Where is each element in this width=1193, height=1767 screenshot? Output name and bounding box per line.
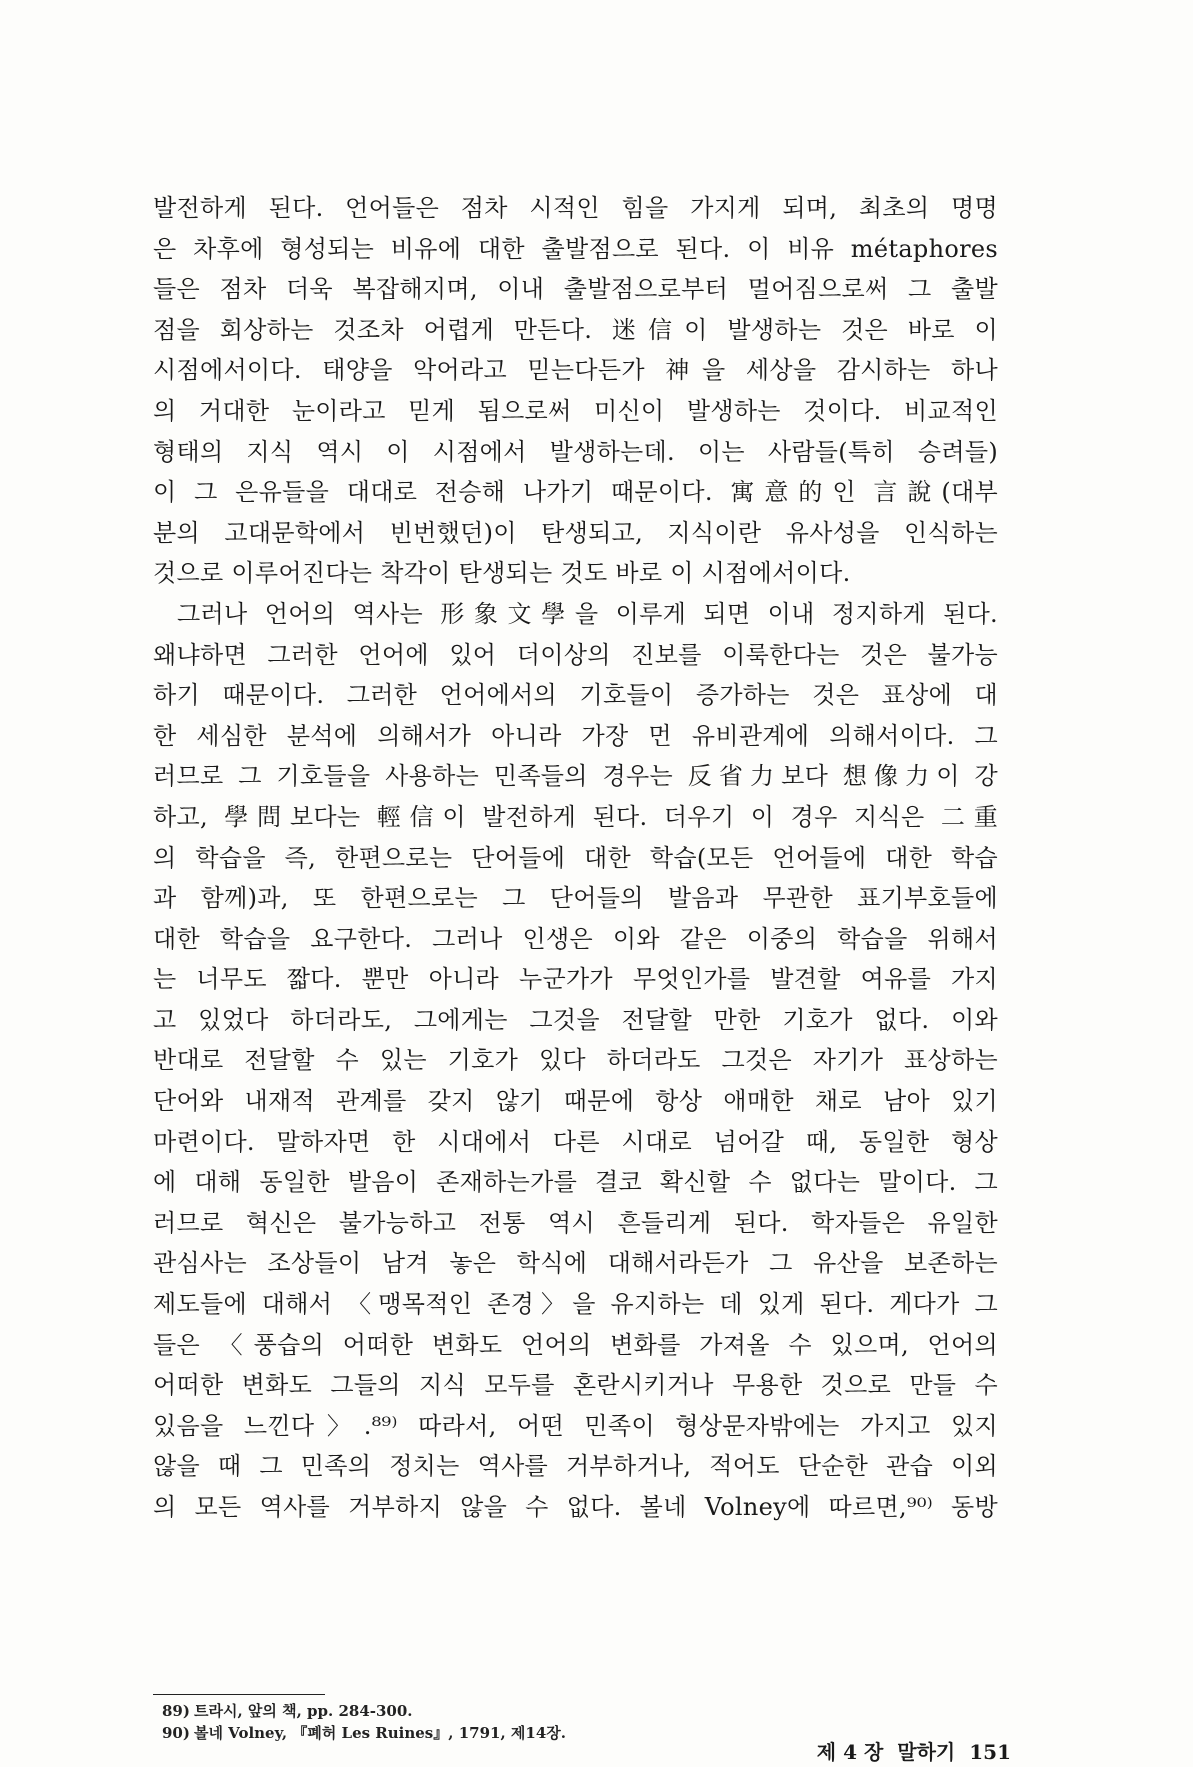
text-line: 러므로 혁신은 불가능하고 전통 역시 흔들리게 된다. 학자들은 유일한 xyxy=(153,1208,998,1237)
text-line: 고 있었다 하더라도, 그에게는 그것을 전달할 만한 기호가 없다. 이와 xyxy=(153,1005,998,1034)
text-line: 않을 때 그 민족의 정치는 역사를 거부하거나, 적어도 단순한 관습 이외 xyxy=(153,1452,998,1481)
text-line: 에 대해 동일한 발음이 존재하는가를 결코 확신할 수 없다는 말이다. 그 xyxy=(153,1168,998,1197)
text-line: 어떠한 변화도 그들의 지식 모두를 혼란시키거나 무용한 것으로 만들 수 xyxy=(153,1371,998,1400)
text-line: 마련이다. 말하자면 한 시대에서 다른 시대로 넘어갈 때, 동일한 형상 xyxy=(153,1127,998,1156)
footnotes xyxy=(162,1700,862,1744)
text-line: 은 차후에 형성되는 비유에 대한 출발점으로 된다. 이 비유 métaphores xyxy=(153,234,998,263)
text-line: 관심사는 조상들이 남겨 놓은 학식에 대해서라든가 그 유산을 보존하는 xyxy=(153,1249,998,1278)
text-line: 러므로 그 기호들을 사용하는 민족들의 경우는 反省力보다 想像力이 강 xyxy=(153,762,998,791)
text-line: 발전하게 된다. 언어들은 점차 시적인 힘을 가지게 되며, 최초의 명명 xyxy=(153,194,998,222)
running-footer xyxy=(817,1740,1011,1764)
text-line: 들은 점차 더욱 복잡해지며, 이내 출발점으로부터 멀어짐으로써 그 출발 xyxy=(153,275,998,304)
text-line: 한 세심한 분석에 의해서가 아니라 가장 먼 유비관계에 의해서이다. 그 xyxy=(153,721,998,750)
text-line: 과 함께)과, 또 한편으로는 그 단어들의 발음과 무관한 표기부호들에 xyxy=(153,884,998,913)
text-line: 분의 고대문학에서 빈번했던)이 탄생되고, 지식이란 유사성을 인식하는 xyxy=(153,518,998,547)
text-line: 제도들에 대해서 〈맹목적인 존경〉을 유지하는 데 있게 된다. 게다가 그 xyxy=(153,1290,998,1319)
footnote-divider xyxy=(153,1694,325,1695)
text-line: 단어와 내재적 관계를 갖지 않기 때문에 항상 애매한 채로 남아 있기 xyxy=(153,1087,998,1116)
page-number: 151 xyxy=(969,1740,1011,1764)
chapter-title: 말하기 xyxy=(897,1740,956,1764)
text-line: 하기 때문이다. 그러한 언어에서의 기호들이 증가하는 것은 표상에 대 xyxy=(153,681,998,710)
text-line: 하고, 學問보다는 輕信이 발전하게 된다. 더우기 이 경우 지식은 二重 xyxy=(153,802,998,831)
text-line: 그러나 언어의 역사는 形象文學을 이루게 되면 이내 정지하게 된다. xyxy=(177,599,998,628)
text-line: 반대로 전달할 수 있는 기호가 있다 하더라도 그것은 자기가 표상하는 xyxy=(153,1046,998,1075)
text-line: 왜냐하면 그러한 언어에 있어 더이상의 진보를 이룩한다는 것은 불가능 xyxy=(153,640,998,669)
text-line: 있음을 느낀다〉.⁸⁹⁾ 따라서, 어떤 민족이 형상문자밖에는 가지고 있지 xyxy=(153,1411,998,1440)
text-line: 점을 회상하는 것조차 어렵게 만든다. 迷信이 발생하는 것은 바로 이 xyxy=(153,315,998,344)
text-line: 시점에서이다. 태양을 악어라고 믿는다든가 神을 세상을 감시하는 하나 xyxy=(153,356,998,385)
text-line: 대한 학습을 요구한다. 그러나 인생은 이와 같은 이중의 학습을 위해서 xyxy=(153,924,998,953)
footnote-number: 90) xyxy=(162,1724,190,1742)
footnote-text: 볼네 Volney, 『폐허 Les Ruines』, 1791, 제14장. xyxy=(193,1724,566,1742)
footnote-90 xyxy=(162,1722,862,1744)
footnote-number: 89) xyxy=(162,1702,190,1720)
text-line: 는 너무도 짧다. 뿐만 아니라 누군가가 무엇인가를 발견할 여유를 가지 xyxy=(153,965,998,994)
text-line: 것으로 이루어진다는 착각이 탄생되는 것도 바로 이 시점에서이다. xyxy=(153,559,851,588)
chapter-label: 제 4 장 xyxy=(816,1740,884,1764)
text-line: 이 그 은유들을 대대로 전승해 나가기 때문이다. 寓意的인 言說(대부 xyxy=(153,478,998,507)
text-line: 형태의 지식 역시 이 시점에서 발생하는데. 이는 사람들(특히 승려들) xyxy=(153,437,998,466)
body-text xyxy=(153,188,998,1528)
text-line: 들은 〈풍습의 어떠한 변화도 언어의 변화를 가져올 수 있으며, 언어의 xyxy=(153,1330,998,1359)
text-line: 의 거대한 눈이라고 믿게 됨으로써 미신이 발생하는 것이다. 비교적인 xyxy=(153,396,998,425)
text-line: 의 학습을 즉, 한편으로는 단어들에 대한 학습(모든 언어들에 대한 학습 xyxy=(153,843,998,872)
footnote-89 xyxy=(162,1700,862,1722)
footnote-text: 트라시, 앞의 책, pp. 284-300. xyxy=(193,1702,413,1720)
text-line: 의 모든 역사를 거부하지 않을 수 없다. 볼네 Volney에 따르면,⁹⁰⁾ 동방 xyxy=(153,1493,998,1521)
